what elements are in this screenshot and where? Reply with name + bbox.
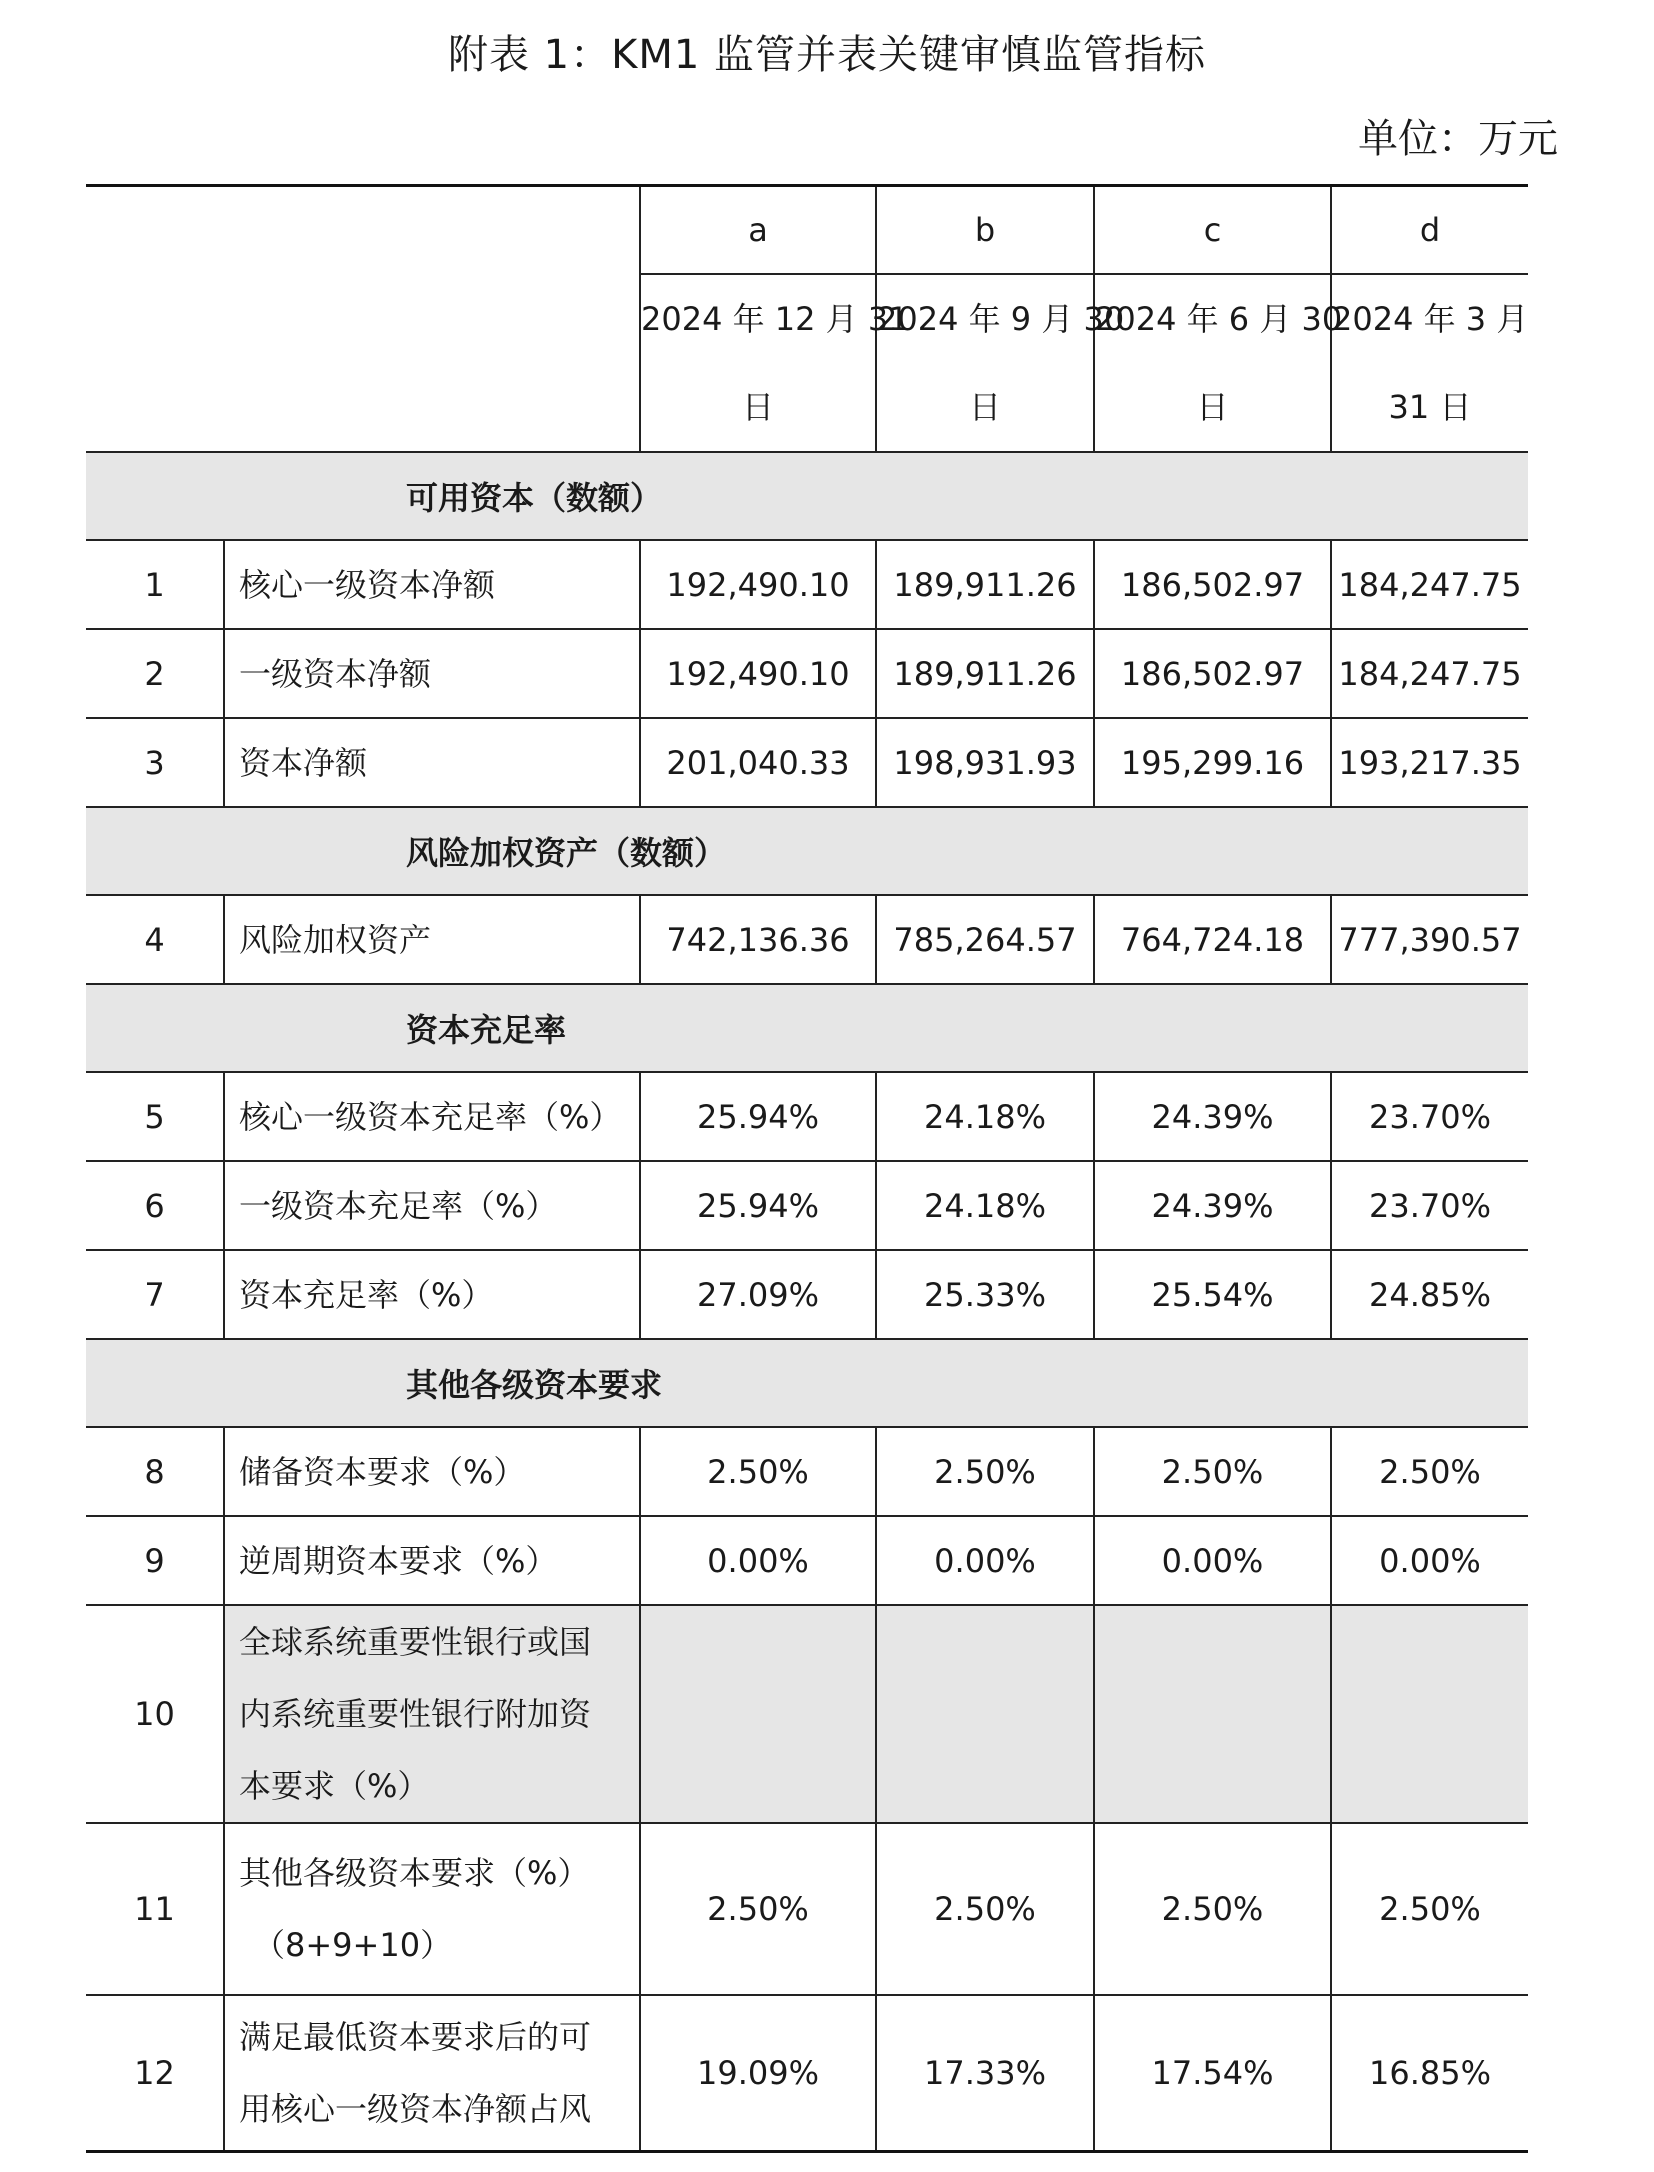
table-row: 8 储备资本要求（%） 2.50% 2.50% 2.50% 2.50% xyxy=(86,1427,1528,1516)
page-title: 附表 1：KM1 监管并表关键审慎监管指标 xyxy=(447,32,1207,78)
column-letter-c: c xyxy=(1094,186,1331,275)
column-letter-d: d xyxy=(1331,186,1528,275)
table-row: 4 风险加权资产 742,136.36 785,264.57 764,724.18 777,390.57 xyxy=(86,895,1528,984)
header-blank-cell xyxy=(86,186,640,453)
unit-label: 单位：万元 xyxy=(1358,116,1558,162)
section-risk-weighted-assets: 风险加权资产（数额） xyxy=(86,807,1528,895)
column-date-a: 2024 年 12 月 31 日 xyxy=(640,274,876,452)
section-other-capital-requirements: 其他各级资本要求 xyxy=(86,1339,1528,1427)
table-row: 5 核心一级资本充足率（%） 25.94% 24.18% 24.39% 23.70% xyxy=(86,1072,1528,1161)
table-row: 3 资本净额 201,040.33 198,931.93 195,299.16 193,217.35 xyxy=(86,718,1528,807)
table-row: 1 核心一级资本净额 192,490.10 189,911.26 186,502.97 184,247.75 xyxy=(86,540,1528,629)
column-date-b: 2024 年 9 月 30 日 xyxy=(876,274,1094,452)
km1-table xyxy=(86,184,1528,2153)
table-row: 7 资本充足率（%） 27.09% 25.33% 25.54% 24.85% xyxy=(86,1250,1528,1339)
column-date-c: 2024 年 6 月 30 日 xyxy=(1094,274,1331,452)
table-row: 2 一级资本净额 192,490.10 189,911.26 186,502.97 184,247.75 xyxy=(86,629,1528,718)
table-row: 10 全球系统重要性银行或国 内系统重要性银行附加资 本要求（%） xyxy=(86,1605,1528,1823)
table-row: 6 一级资本充足率（%） 25.94% 24.18% 24.39% 23.70% xyxy=(86,1161,1528,1250)
column-date-d: 2024 年 3 月 31 日 xyxy=(1331,274,1528,452)
column-letter-b: b xyxy=(876,186,1094,275)
table-row: 12 满足最低资本要求后的可 用核心一级资本净额占风 19.09% 17.33% 17.54% 16.85% xyxy=(86,1995,1528,2151)
header-letter-row xyxy=(86,186,1528,275)
table-row: 11 其他各级资本要求（%） （8+9+10） 2.50% 2.50% 2.50% 2.50% xyxy=(86,1823,1528,1995)
section-available-capital: 可用资本（数额） xyxy=(86,452,1528,540)
column-letter-a: a xyxy=(640,186,876,275)
table-row: 9 逆周期资本要求（%） 0.00% 0.00% 0.00% 0.00% xyxy=(86,1516,1528,1605)
section-capital-adequacy: 资本充足率 xyxy=(86,984,1528,1072)
